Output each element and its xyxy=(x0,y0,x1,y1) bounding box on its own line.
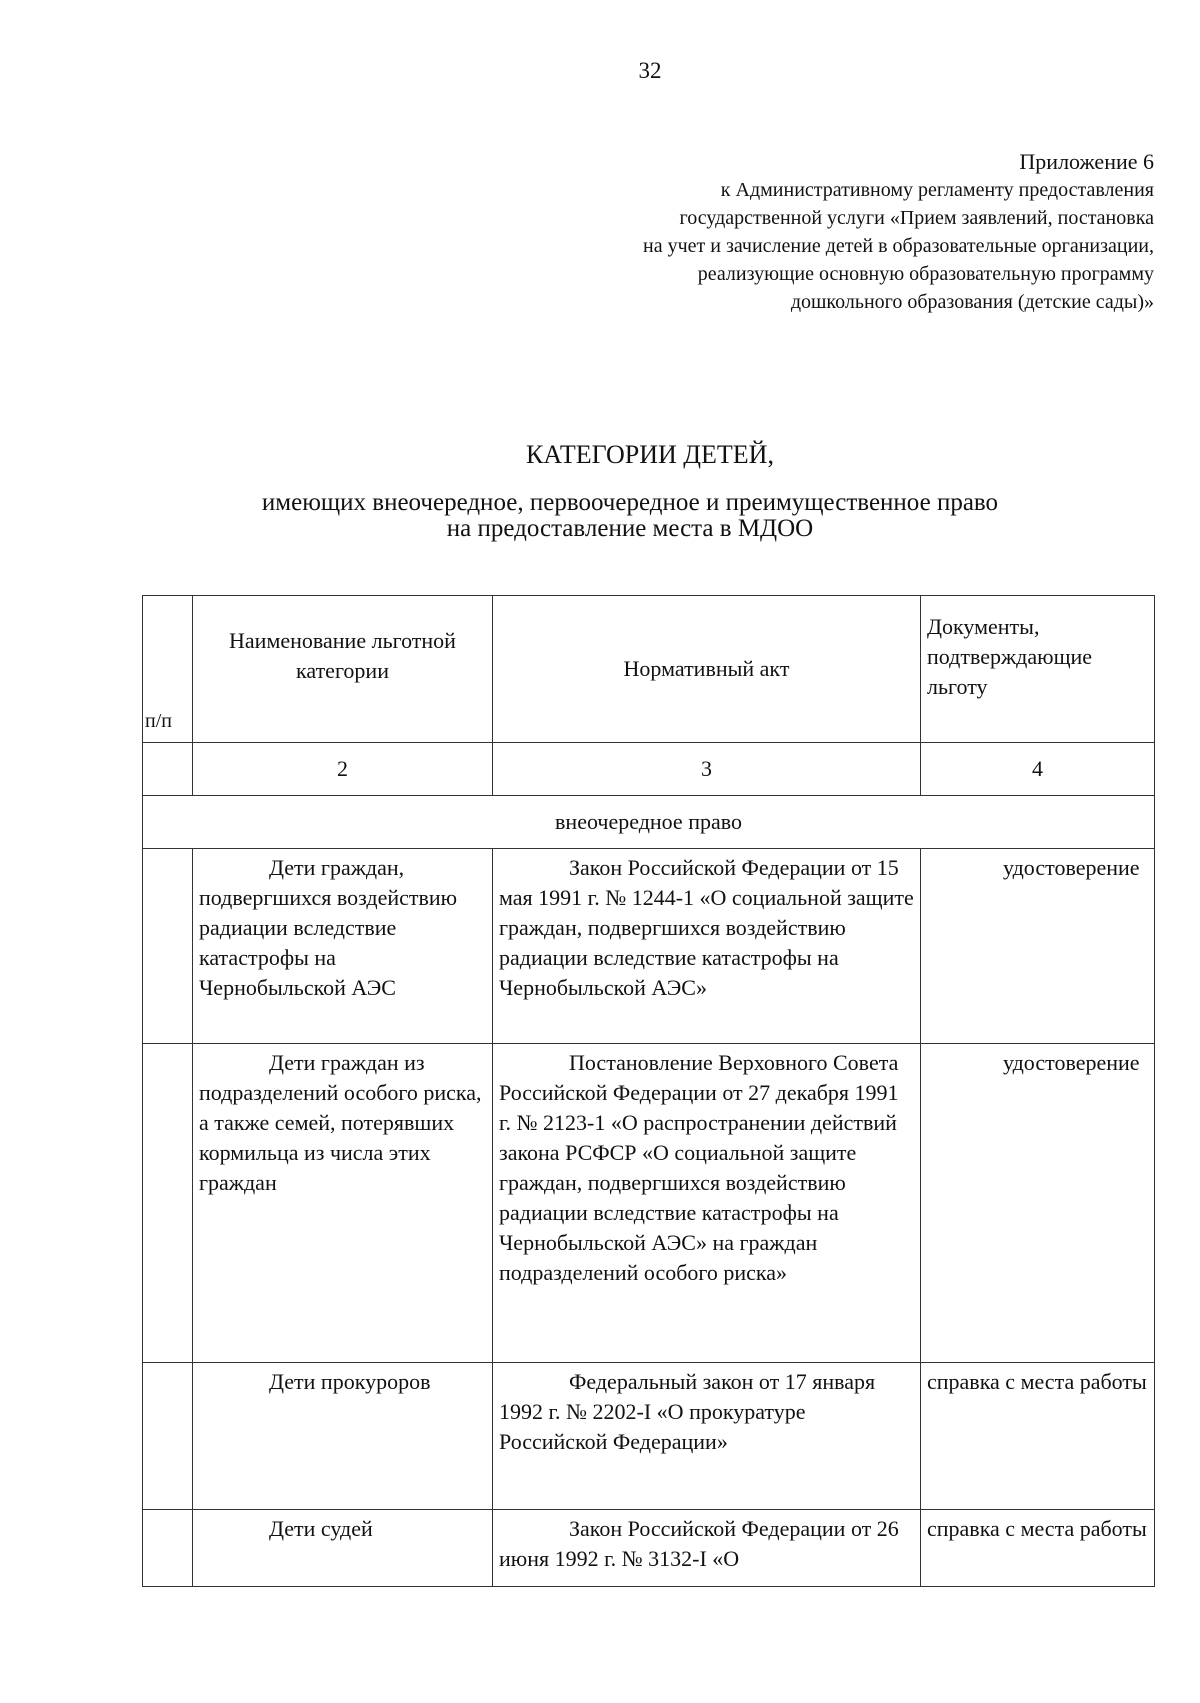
categories-table xyxy=(142,595,1155,1587)
row-documents: справка с места работы xyxy=(921,1510,1155,1587)
header-documents: Документы, подтверждающие льготу xyxy=(921,596,1155,743)
appendix-line: к Административному регламенту предоставления xyxy=(720,179,1154,201)
table-row xyxy=(143,1044,1155,1363)
column-number: 3 xyxy=(493,743,921,796)
appendix-line: на учет и зачисление детей в образовательные организации, xyxy=(642,235,1154,257)
column-number-row xyxy=(143,743,1155,796)
row-category: Дети граждан из подразделений особого риска, а также семей, потерявших кормильца из числа этих граждан xyxy=(193,1044,493,1363)
column-number: 4 xyxy=(921,743,1155,796)
document-subtitle xyxy=(130,490,1130,542)
table-row xyxy=(143,849,1155,1044)
table-header-row xyxy=(143,596,1155,743)
row-act: Закон Российской Федерации от 15 мая 1991 г. № 1244-1 «О социальной защите граждан, подвергшихся воздействию радиации вследствие катастрофы на Чернобыльской АЭС» xyxy=(493,849,921,1044)
column-number: 2 xyxy=(193,743,493,796)
table-row xyxy=(143,1510,1155,1587)
header-category: Наименование льготной категории xyxy=(193,596,493,743)
categories-table-wrapper xyxy=(142,595,1154,1587)
row-category: Дети прокуроров xyxy=(193,1363,493,1510)
page-number: 32 xyxy=(638,58,662,83)
row-act: Постановление Верховного Совета Российской Федерации от 27 декабря 1991 г. № 2123-1 «О распространении действий закона РСФСР «О социальной защите граждан, подвергшихся воздействию радиации вследствие катастрофы на Чернобыльской АЭС» на граждан подразделений особого риска» xyxy=(493,1044,921,1363)
row-act: Закон Российской Федерации от 26 июня 1992 г. № 3132-I «О xyxy=(493,1510,921,1587)
row-category: Дети граждан, подвергшихся воздействию радиации вследствие катастрофы на Чернобыльской АЭС xyxy=(193,849,493,1044)
appendix-line: реализующие основную образовательную программу xyxy=(697,263,1154,285)
row-num xyxy=(143,1044,193,1363)
column-number xyxy=(143,743,193,796)
table-row xyxy=(143,1363,1155,1510)
row-num xyxy=(143,1510,193,1587)
row-act: Федеральный закон от 17 января 1992 г. № 2202-I «О прокуратуре Российской Федерации» xyxy=(493,1363,921,1510)
row-documents: удостоверение xyxy=(921,1044,1155,1363)
subtitle-line-2: на предоставление места в МДОО xyxy=(446,515,814,542)
appendix-line: государственной услуги «Прием заявлений, постановка xyxy=(679,207,1154,229)
subtitle-line-1: имеющих внеочередное, первоочередное и преимущественное право xyxy=(261,489,999,516)
row-category: Дети судей xyxy=(193,1510,493,1587)
appendix-header xyxy=(643,148,1154,316)
row-num xyxy=(143,1363,193,1510)
appendix-title: Приложение 6 xyxy=(1019,149,1154,174)
header-act: Нормативный акт xyxy=(493,596,921,743)
appendix-line: дошкольного образования (детские сады)» xyxy=(790,291,1154,313)
section-row xyxy=(143,796,1155,849)
document-title: КАТЕГОРИИ ДЕТЕЙ, xyxy=(526,440,774,469)
header-num: п/п xyxy=(143,596,193,743)
row-documents: справка с места работы xyxy=(921,1363,1155,1510)
row-documents: удостоверение xyxy=(921,849,1155,1044)
section-title: внеочередное право xyxy=(143,796,1155,849)
row-num xyxy=(143,849,193,1044)
